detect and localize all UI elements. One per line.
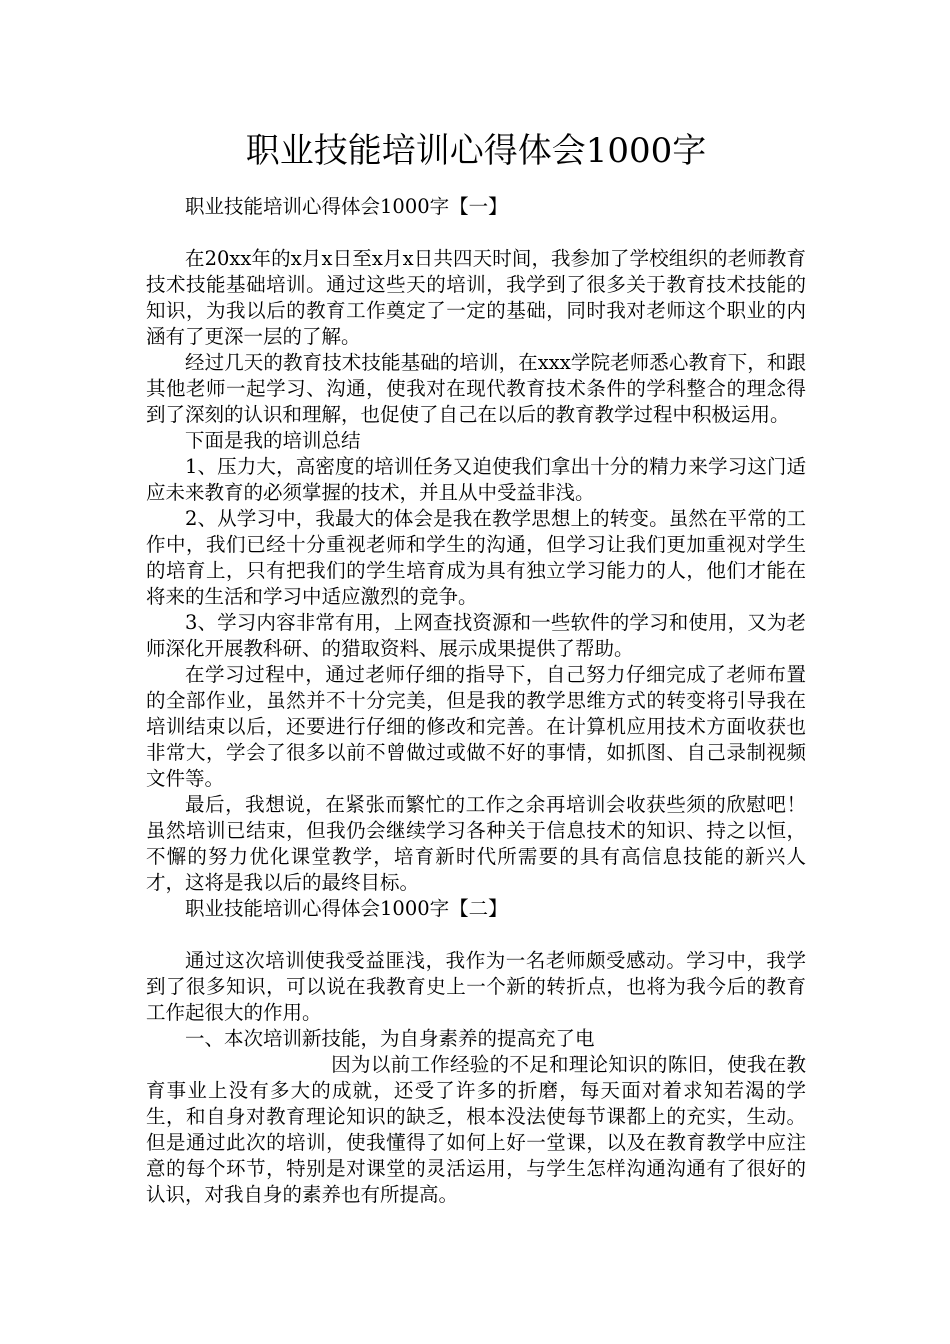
paragraph: 在学习过程中，通过老师仔细的指导下，自己努力仔细完成了老师布置的全部作业，虽然并不十分完美，但是我的教学思维方式的转变将引导我在培训结束以后，还要进行仔细的修改和完善。在计算机应用技术方面收获也非常大，学会了很多以前不曾做过或做不好的事情，如抓图、自己录制视频文件等。 xyxy=(146,663,806,790)
paragraph: 因为以前工作经验的不足和理论知识的陈旧，使我在教育事业上没有多大的成就，还受了许多的折磨，每天面对着求知若渴的学生，和自身对教育理论知识的缺乏，根本没法使每节课都上的充实，生动。但是通过此次的培训，使我懂得了如何上好一堂课，以及在教育教学中应注意的每个环节，特别是对课堂的灵活运用，与学生怎样沟通沟通有了很好的认识，对我自身的素养也有所提高。 xyxy=(146,1053,806,1206)
paragraph: 最后，我想说，在紧张而繁忙的工作之余再培训会收获些须的欣慰吧！虽然培训已结束，但我仍会继续学习各种关于信息技术的知识、持之以恒，不懈的努力优化课堂教学，培育新时代所需要的具有高信息技能的新兴人才，这将是我以后的最终目标。 xyxy=(146,793,806,894)
paragraph: 3、学习内容非常有用，上网查找资源和一些软件的学习和使用，又为老师深化开展教科研、的猎取资料、展示成果提供了帮助。 xyxy=(146,611,806,660)
document-title: 职业技能培训心得体会1000字 xyxy=(245,131,707,171)
paragraph: 经过几天的教育技术技能基础的培训，在xxx学院老师悉心教育下，和跟其他老师一起学习、沟通，使我对在现代教育技术条件的学科整合的理念得到了深刻的认识和理解，也促使了自己在以后的教育教学过程中积极运用。 xyxy=(146,351,806,426)
section-two xyxy=(146,896,806,1208)
paragraph: 下面是我的培训总结 xyxy=(185,429,361,452)
section-spacer xyxy=(146,220,806,246)
paragraph: 通过这次培训使我受益匪浅，我作为一名老师颇受感动。学习中，我学到了很多知识，可以说在我教育史上一个新的转折点，也将为我今后的教育工作起很大的作用。 xyxy=(146,949,806,1024)
paragraph: 1、压力大，高密度的培训任务又迫使我们拿出十分的精力来学习这门适应未来教育的必须掌握的技术，并且从中受益非浅。 xyxy=(146,455,806,504)
document-page xyxy=(146,128,806,1208)
paragraph: 在20xx年的x月x日至x月x日共四天时间，我参加了学校组织的老师教育技术技能基础培训。通过这些天的培训，我学到了很多关于教育技术技能的知识，为我以后的教育工作奠定了一定的基础，同时我对老师这个职业的内涵有了更深一层的了解。 xyxy=(146,247,806,348)
paragraph: 2、从学习中，我最大的体会是我在教学思想上的转变。虽然在平常的工作中，我们已经十分重视老师和学生的沟通，但学习让我们更加重视对学生的培育上，只有把我们的学生培育成为具有独立学习能力的人，他们才能在将来的生活和学习中适应激烈的竞争。 xyxy=(146,507,806,608)
section-spacer xyxy=(146,922,806,948)
subheading: 一、本次培训新技能，为自身素养的提高充了电 xyxy=(185,1027,595,1050)
section-heading: 职业技能培训心得体会1000字【二】 xyxy=(185,897,508,920)
section-heading: 职业技能培训心得体会1000字【一】 xyxy=(185,195,508,218)
section-one xyxy=(146,194,806,896)
